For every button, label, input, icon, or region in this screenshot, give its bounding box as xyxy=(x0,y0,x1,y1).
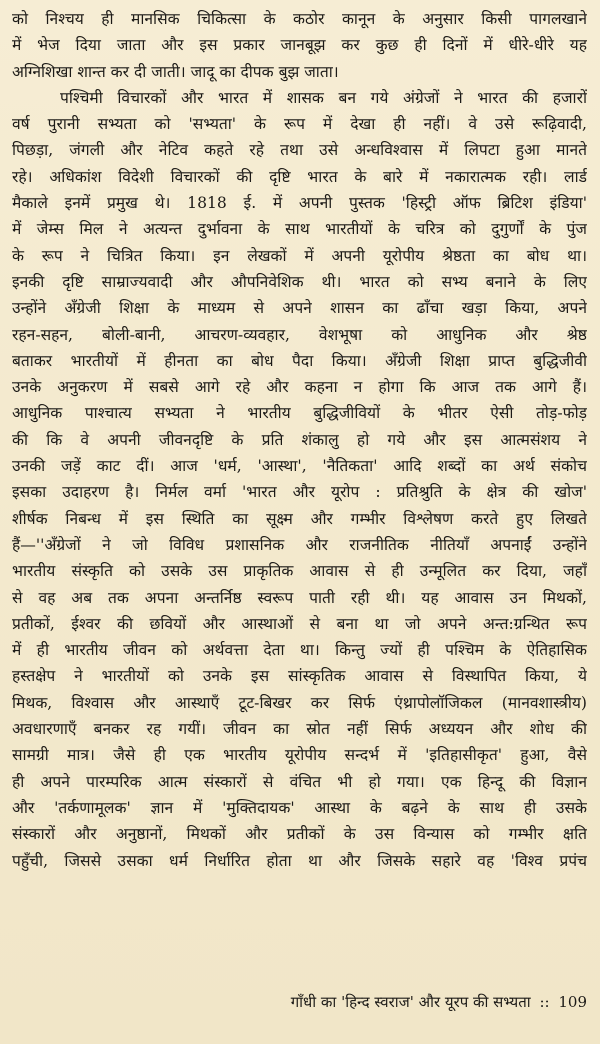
text-line: इसका उदाहरण है। निर्मल वर्मा 'भारत और यूरोप : प्रतिश्रुति के क्षेत्र की खोज' xyxy=(12,483,587,502)
text-line: पहुँची, जिससे उसका धर्म निर्धारित होता था और जिसके सहारे वह 'विश्व प्रपंच xyxy=(12,851,587,870)
text-line: मैकाले इनमें प्रमुख थे। 1818 ई. में अपनी पुस्तक 'हिस्ट्री ऑफ ब्रिटिश इंडिया' xyxy=(12,194,587,213)
running-footer xyxy=(222,992,587,1012)
text-line: रहन-सहन, बोली-बानी, आचरण-व्यवहार, वेशभूषा को आधुनिक और श्रेष्ठ xyxy=(12,325,587,344)
text-line: प्रतीकों, ईश्वर की छवियों और आस्थाओं से बना था जो अपने अन्त:ग्रन्थित रूप xyxy=(12,614,587,633)
text-line: शीर्षक निबन्ध में इस स्थिति का सूक्ष्म और गम्भीर विश्लेषण करते हुए लिखते xyxy=(12,509,587,528)
text-line: की कि वे अपनी जीवनदृष्टि के प्रति शंकालु हो गये और इस आत्मसंशय ने xyxy=(12,430,587,449)
text-line: हस्तक्षेप ने भारतीयों को उनके इस सांस्कृतिक आवास से विस्थापित किया, ये xyxy=(12,667,587,686)
text-line: उन्होंने अँग्रेजी शिक्षा के माध्यम से अपने शासन का ढाँचा खड़ा किया, अपने xyxy=(12,299,587,318)
text-line: के रूप ने चित्रित किया। इन लेखकों में अपनी यूरोपीय श्रेष्ठता का बोध था। xyxy=(12,246,587,265)
text-line: वर्ष पुरानी सभ्यता को 'सभ्यता' के रूप में देखा ही नहीं। वे उसे रूढ़िवादी, xyxy=(12,115,587,134)
body-text xyxy=(12,6,587,874)
text-line: हैं—''अँग्रेजों ने जो विविध प्रशासनिक और राजनीतिक नीतियाँ अपनाईं उन्होंने xyxy=(12,535,587,554)
text-line: अग्निशिखा शान्त कर दी जाती। जादू का दीपक बुझ जाता। xyxy=(12,62,339,81)
paragraph-first-line: पश्चिमी विचारकों और भारत में शासक बन गये अंग्रेजों ने भारत की हजारों xyxy=(60,88,587,107)
text-line: आधुनिक पाश्चात्य सभ्यता ने भारतीय बुद्धिजीवियों के भीतर ऐसी तोड़-फोड़ xyxy=(12,404,587,423)
text-line: मिथक, विश्वास और आस्थाएँ टूट-बिखर कर सिर्फ एंथ्रापोलॉजिकल (मानवशास्त्रीय) xyxy=(12,693,587,712)
page-number: 109 xyxy=(558,993,587,1011)
text-line: सामग्री मात्र। जैसे ही एक भारतीय यूरोपीय सन्दर्भ में 'इतिहासीकृत' हुआ, वैसे xyxy=(12,746,587,765)
text-line: इनकी दृष्टि साम्राज्यवादी और औपनिवेशिक थी। भारत को सभ्य बनाने के लिए xyxy=(12,272,587,291)
text-line: में ही भारतीय जीवन को अर्थवत्ता देता था। किन्तु ज्यों ही पश्चिम के ऐतिहासिक xyxy=(12,641,587,660)
book-title: गाँधी का 'हिन्द स्वराज' और यूरप की सभ्यता xyxy=(290,993,531,1011)
text-line: से वह अब तक अपना अन्तर्निष्ठ स्वरूप पाती रही थी। यह आवास उन मिथकों, xyxy=(12,588,587,607)
text-line: पिछड़ा, जंगली और नेटिव कहते रहे तथा उसे अन्धविश्वास में लिपटा हुआ मानते xyxy=(12,141,587,160)
text-line: उनके अनुकरण में सबसे आगे रहे और कहना न होगा कि आज तक आगे हैं। xyxy=(12,378,587,397)
footer-separator: :: xyxy=(539,993,550,1011)
text-line: और 'तर्कणामूलक' ज्ञान में 'मुक्तिदायक' आस्था के बढ़ने के साथ ही उसके xyxy=(12,798,587,817)
text-line: को निश्चय ही मानसिक चिकित्सा के कठोर कानून के अनुसार किसी पागलखाने xyxy=(12,10,587,28)
text-line: उनकी जड़ें काट दीं। आज 'धर्म, 'आस्था', 'नैतिकता' आदि शब्दों का अर्थ संकोच xyxy=(12,457,587,476)
text-line: बताकर भारतीयों में हीनता का बोध पैदा किया। अँग्रेजी शिक्षा प्राप्त बुद्धिजीवी xyxy=(12,351,587,370)
text-line: में भेज दिया जाता और इस प्रकार जानबूझ कर कुछ ही दिनों में धीरे-धीरे यह xyxy=(12,36,587,55)
text-line: ही अपने पारम्परिक आत्म संस्कारों से वंचित भी हो गया। एक हिन्दू की विज्ञान xyxy=(12,772,587,791)
text-line: भारतीय संस्कृति को उसके उस प्राकृतिक आवास से ही उन्मूलित कर दिया, जहाँ xyxy=(12,562,587,581)
text-line: अवधारणाएँ बनकर रह गयीं। जीवन का स्रोत नहीं सिर्फ अध्ययन और शोध की xyxy=(12,720,587,739)
text-line: संस्कारों और अनुष्ठानों, मिथकों और प्रतीकों के उस विन्यास को गम्भीर क्षति xyxy=(12,825,587,844)
text-line: रहे। अधिकांश विदेशी विचारकों की दृष्टि भारत के बारे में नकारात्मक रही। लार्ड xyxy=(12,167,587,186)
text-line: में जेम्स मिल ने अत्यन्त दुर्भावना के साथ भारतीयों के चरित्र को दुगुर्णों के पुंज xyxy=(12,220,587,239)
